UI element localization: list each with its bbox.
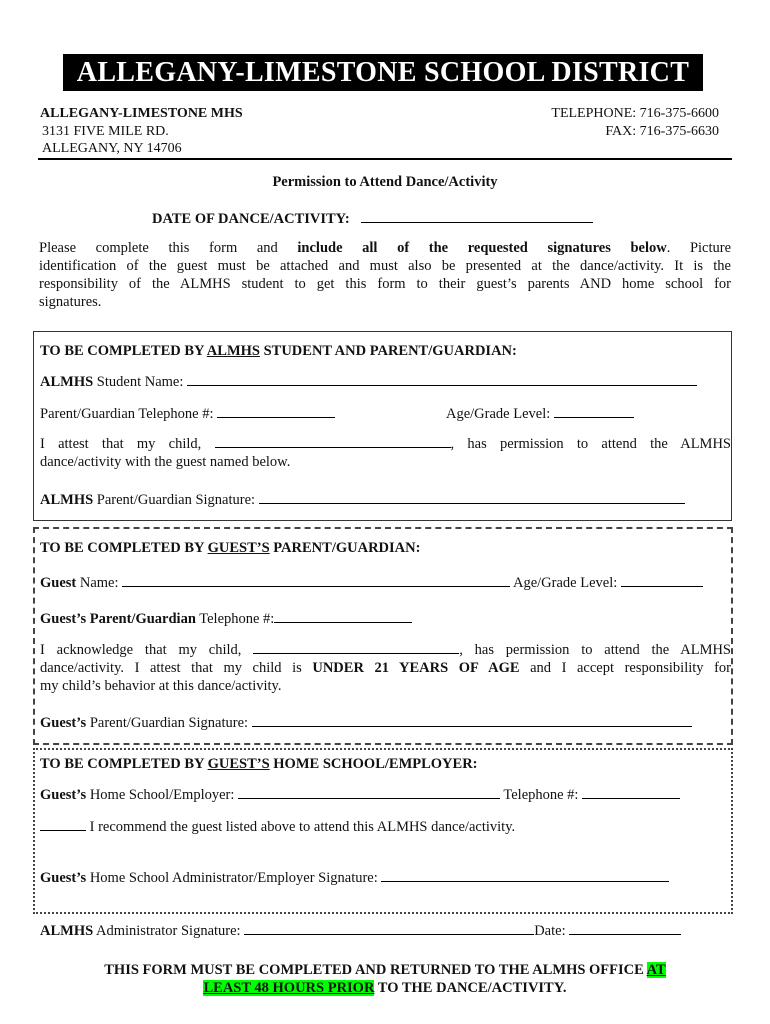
parent-phone-field[interactable] (217, 404, 335, 418)
guest-child-name-field[interactable] (253, 640, 459, 654)
instructions-line-1: Please complete this form and include all of the requested signatures below. Picture (39, 240, 732, 256)
almhs-admin-date-field[interactable] (569, 921, 681, 935)
home-school-phone-field[interactable] (582, 785, 680, 799)
instructions-line-4: signatures. (39, 294, 102, 310)
student-age-row: Age/Grade Level: (446, 404, 634, 423)
section3-heading: TO BE COMPLETED BY GUEST’S HOME SCHOOL/EMPLOYER: (40, 756, 478, 772)
fax: FAX: 716-375-6630 (605, 124, 719, 139)
guest-parent-signature-row: Guest’s Parent/Guardian Signature: (40, 713, 692, 732)
child-name-field[interactable] (215, 434, 451, 448)
guest-age-field[interactable] (621, 573, 703, 587)
student-age-field[interactable] (554, 404, 634, 418)
district-banner: ALLEGANY-LIMESTONE SCHOOL DISTRICT (63, 54, 703, 91)
acknowledge-row: I acknowledge that my child, , has permission to attend the ALMHS dance/activity. I attest that my child is UNDER 21 YEARS OF AGE and I accept responsibility for my child’s behavior at this dance/activity. (40, 642, 732, 694)
header-divider (38, 158, 732, 160)
date-field[interactable] (361, 209, 593, 223)
school-name: ALLEGANY-LIMESTONE MHS (40, 106, 243, 121)
footer-notice (0, 961, 770, 997)
school-admin-signature-field[interactable] (381, 868, 669, 882)
section2-heading: TO BE COMPLETED BY GUEST’S PARENT/GUARDIAN: (40, 540, 421, 556)
guest-parent-phone-row: Guest’s Parent/Guardian Telephone #: (40, 609, 412, 628)
student-name-row: ALMHS Student Name: (40, 372, 697, 391)
parent-signature-field[interactable] (259, 490, 685, 504)
instructions-emphasis: include all of the requested signatures below (297, 240, 667, 256)
almhs-admin-row: ALMHS Administrator Signature: Date: (40, 921, 681, 940)
date-label: DATE OF DANCE/ACTIVITY: (152, 211, 350, 227)
instructions-paragraph (39, 239, 731, 311)
recommend-row: I recommend the guest listed above to attend this ALMHS dance/activity. (40, 817, 515, 836)
section1-heading: TO BE COMPLETED BY ALMHS STUDENT AND PARENT/GUARDIAN: (40, 343, 517, 359)
instructions-line-3: responsibility of the ALMHS student to get this form to their guest’s parents AND home school for (39, 276, 731, 292)
parent-phone-row: Parent/Guardian Telephone #: (40, 404, 335, 423)
student-name-field[interactable] (187, 372, 697, 386)
guest-name-row: Guest Name: Age/Grade Level: (40, 573, 703, 592)
telephone: TELEPHONE: 716-375-6600 (551, 106, 719, 121)
guest-name-field[interactable] (122, 573, 510, 587)
guest-parent-phone-field[interactable] (274, 609, 412, 623)
form-title: Permission to Attend Dance/Activity (272, 174, 498, 190)
attest-row: I attest that my child, , has permission to attend the ALMHS dance/activity with the guest named below. (40, 436, 731, 470)
home-school-row: Guest’s Home School/Employer: Telephone #: (40, 785, 680, 804)
recommend-checkbox-line[interactable] (40, 817, 86, 831)
home-school-field[interactable] (238, 785, 500, 799)
address-line-1: 3131 FIVE MILE RD. (42, 124, 169, 139)
administrator-signature-row: Guest’s Home School Administrator/Employer Signature: (40, 868, 669, 887)
footer-line-1: THIS FORM MUST BE COMPLETED AND RETURNED TO THE ALMHS OFFICE AT (104, 962, 666, 978)
guest-parent-signature-field[interactable] (252, 713, 692, 727)
address-line-2: ALLEGANY, NY 14706 (42, 141, 182, 156)
almhs-admin-signature-field[interactable] (244, 921, 534, 935)
footer-line-2: LEAST 48 HOURS PRIOR TO THE DANCE/ACTIVITY. (203, 980, 567, 996)
instructions-line-2: identification of the guest must be attached and must also be presented at the dance/activity. It is the (39, 258, 731, 274)
date-row (152, 209, 593, 228)
parent-signature-row: ALMHS Parent/Guardian Signature: (40, 490, 685, 509)
